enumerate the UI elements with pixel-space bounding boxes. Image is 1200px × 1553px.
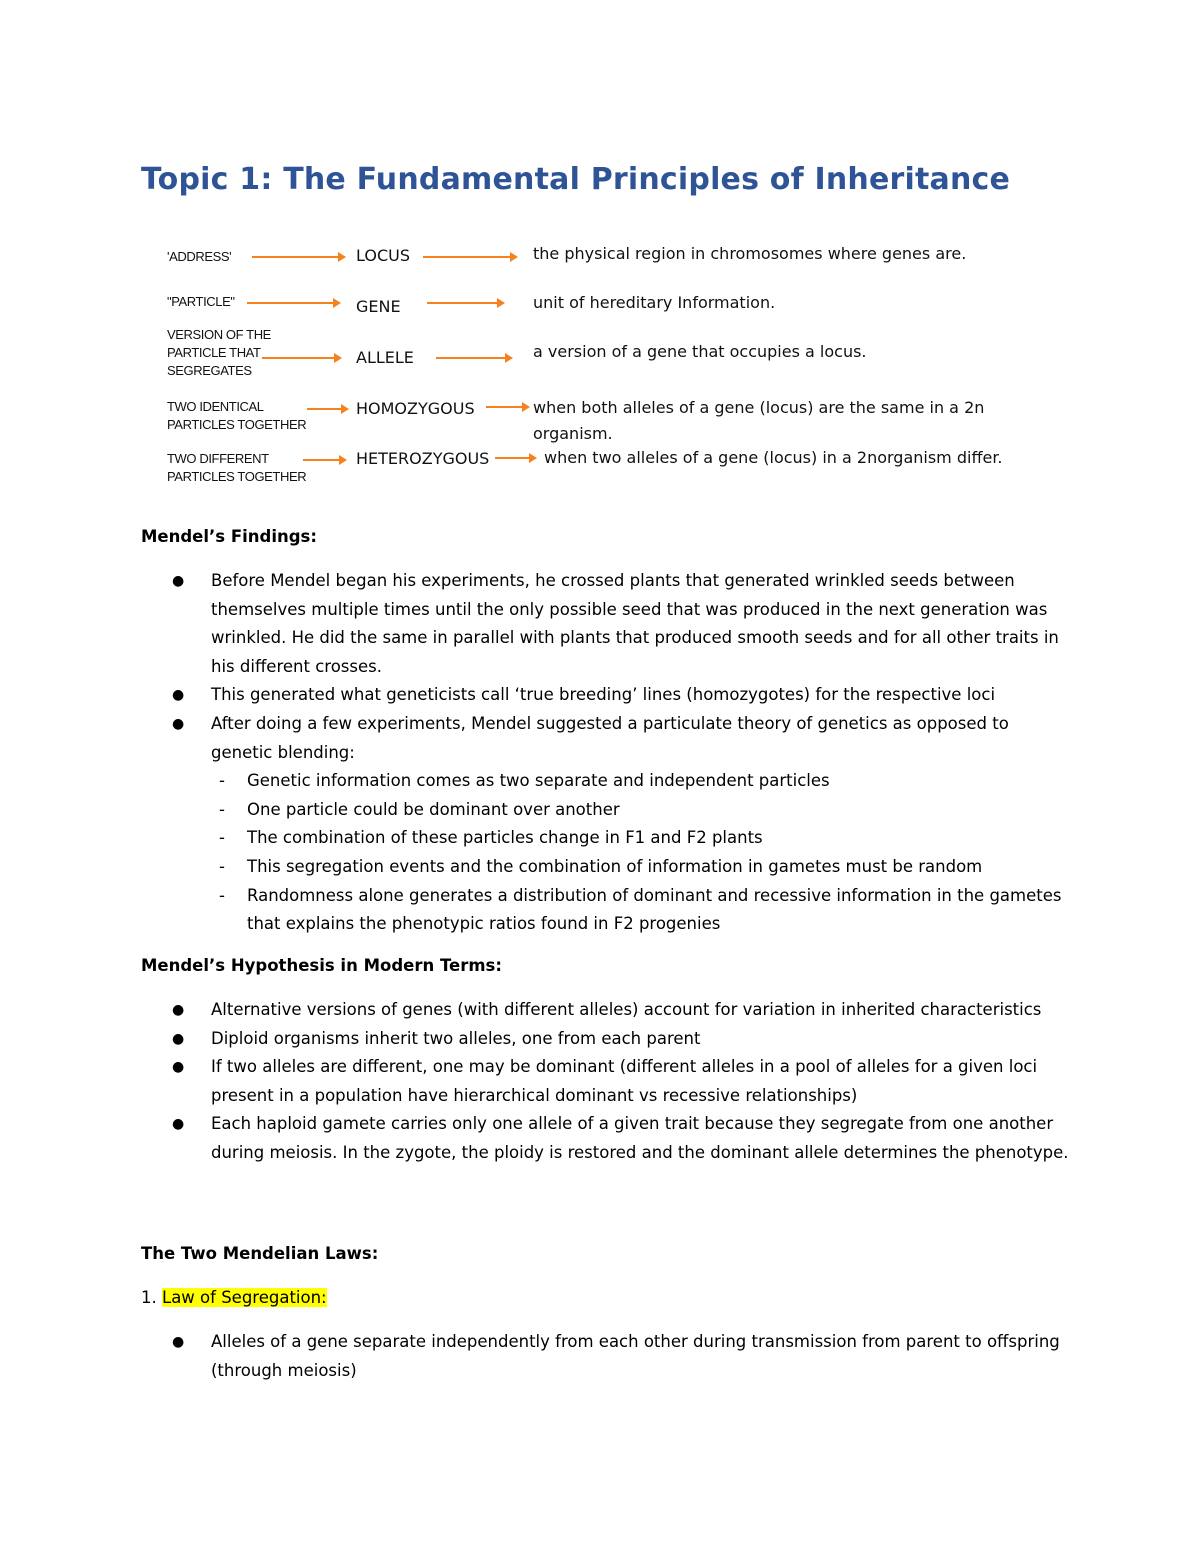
- findings-subitem-4: This segregation events and the combination of information in gametes must be random: [247, 856, 983, 876]
- arrow-icon: [247, 302, 339, 304]
- findings-subitem-5: Randomness alone generates a distribution of dominant and recessive information in the gametes that explains the phenotypic ratios found in F2 progenies: [247, 885, 1062, 934]
- hypothesis-item-1: Alternative versions of genes (with different alleles) account for variation in inherited characteristics: [211, 1000, 1042, 1019]
- law-1-list: [141, 1328, 1071, 1385]
- findings-subitem-1: Genetic information comes as two separate and independent particles: [247, 771, 830, 791]
- glossary-term-3: ALLELE: [356, 348, 414, 367]
- findings-subitem-2: One particle could be dominant over another: [247, 799, 620, 819]
- list-item: [141, 710, 1071, 939]
- list-item: [141, 996, 1071, 1025]
- glossary-term-4: HOMOZYGOUS: [356, 399, 475, 418]
- dash-icon: -: [219, 856, 225, 876]
- list-item: [141, 1053, 1071, 1110]
- arrow-icon: [436, 357, 511, 359]
- glossary-term-1: LOCUS: [356, 246, 410, 265]
- findings-item-2: This generated what geneticists call ‘true breeding’ lines (homozygotes) for the respective loci: [211, 685, 996, 705]
- list-item: [211, 882, 1071, 939]
- glossary-analogy-4: TWO IDENTICAL PARTICLES TOGETHER: [167, 399, 307, 432]
- dash-icon: -: [219, 885, 225, 905]
- findings-sublist: [211, 767, 1071, 939]
- glossary-definition-1: the physical region in chromosomes where genes are.: [533, 244, 967, 263]
- hypothesis-item-3: If two alleles are different, one may be dominant (different alleles in a pool of alleles for a given loci present in a population have hierarchical dominant vs recessive relationships): [211, 1057, 1038, 1105]
- findings-subitem-3: The combination of these particles change in F1 and F2 plants: [247, 828, 763, 848]
- list-item: [141, 1328, 1071, 1385]
- law-1-number: 1.: [141, 1288, 157, 1307]
- hypothesis-list: [141, 996, 1071, 1168]
- hypothesis-item-2: Diploid organisms inherit two alleles, one from each parent: [211, 1028, 701, 1048]
- glossary-analogy-2: "PARTICLE": [167, 294, 235, 309]
- bullet-icon: ●: [172, 1002, 185, 1018]
- glossary-analogy-5: TWO DIFFERENT PARTICLES TOGETHER: [167, 451, 307, 484]
- glossary-definition-3: a version of a gene that occupies a locus.: [533, 342, 867, 361]
- findings-item-3: After doing a few experiments, Mendel suggested a particulate theory of genetics as opposed to genetic blending:: [211, 713, 1009, 762]
- glossary-definition-2: unit of hereditary Information.: [533, 293, 776, 312]
- bullet-icon: ●: [172, 1116, 185, 1133]
- arrow-icon: [427, 302, 503, 304]
- glossary-diagram: [0, 0, 1200, 520]
- hypothesis-heading: Mendel’s Hypothesis in Modern Terms:: [141, 956, 502, 975]
- bullet-icon: ●: [172, 1059, 185, 1076]
- list-item: [211, 853, 1071, 882]
- list-item: [211, 796, 1071, 825]
- arrow-icon: [303, 459, 345, 461]
- list-item: [141, 681, 1071, 710]
- glossary-term-5: HETEROZYGOUS: [356, 449, 490, 468]
- arrow-icon: [495, 457, 535, 459]
- list-item: [211, 824, 1071, 853]
- findings-item-1: Before Mendel began his experiments, he crossed plants that generated wrinkled seeds between themselves multiple times until the only possible seed that was produced in the next generation was wrinkled. He did the same in parallel with plants that produced smooth seeds and for all other traits in his different crosses.: [211, 571, 1059, 676]
- law-1-item-1: Alleles of a gene separate independently from each other during transmission from parent to offspring (through meiosis): [211, 1332, 1060, 1380]
- list-item: [141, 567, 1071, 681]
- dash-icon: -: [219, 771, 225, 791]
- glossary-term-2: GENE: [356, 297, 401, 316]
- arrow-icon: [252, 256, 344, 258]
- glossary-definition-4: when both alleles of a gene (locus) are the same in a 2n organism.: [533, 398, 985, 443]
- hypothesis-item-4: Each haploid gamete carries only one allele of a given trait because they segregate from one another during meiosis. In the zygote, the ploidy is restored and the dominant allele determines the phenotype.: [211, 1114, 1069, 1162]
- list-item: [141, 1025, 1071, 1054]
- dash-icon: -: [219, 828, 225, 848]
- law-1-title: Law of Segregation:: [162, 1288, 327, 1307]
- law-1-line: [141, 1288, 327, 1307]
- glossary-analogy-3: VERSION OF THE PARTICLE THAT SEGREGATES: [167, 327, 271, 378]
- bullet-icon: ●: [172, 687, 185, 704]
- bullet-icon: ●: [172, 1030, 185, 1047]
- findings-list: [141, 567, 1071, 939]
- arrow-icon: [262, 357, 340, 359]
- bullet-icon: ●: [172, 715, 185, 732]
- page-title: Topic 1: The Fundamental Principles of Inheritance: [141, 162, 1011, 197]
- findings-heading: Mendel’s Findings:: [141, 527, 317, 546]
- bullet-icon: ●: [172, 1334, 185, 1350]
- glossary-definition-5: when two alleles of a gene (locus) in a 2norganism differ.: [544, 448, 1003, 467]
- dash-icon: -: [219, 799, 225, 819]
- glossary-analogy-1: 'ADDRESS': [167, 249, 232, 264]
- arrow-icon: [486, 406, 528, 408]
- arrow-icon: [307, 408, 347, 410]
- laws-heading: The Two Mendelian Laws:: [141, 1244, 379, 1263]
- list-item: [141, 1110, 1071, 1167]
- arrow-icon: [423, 256, 516, 258]
- bullet-icon: ●: [172, 573, 185, 589]
- list-item: [211, 767, 1071, 796]
